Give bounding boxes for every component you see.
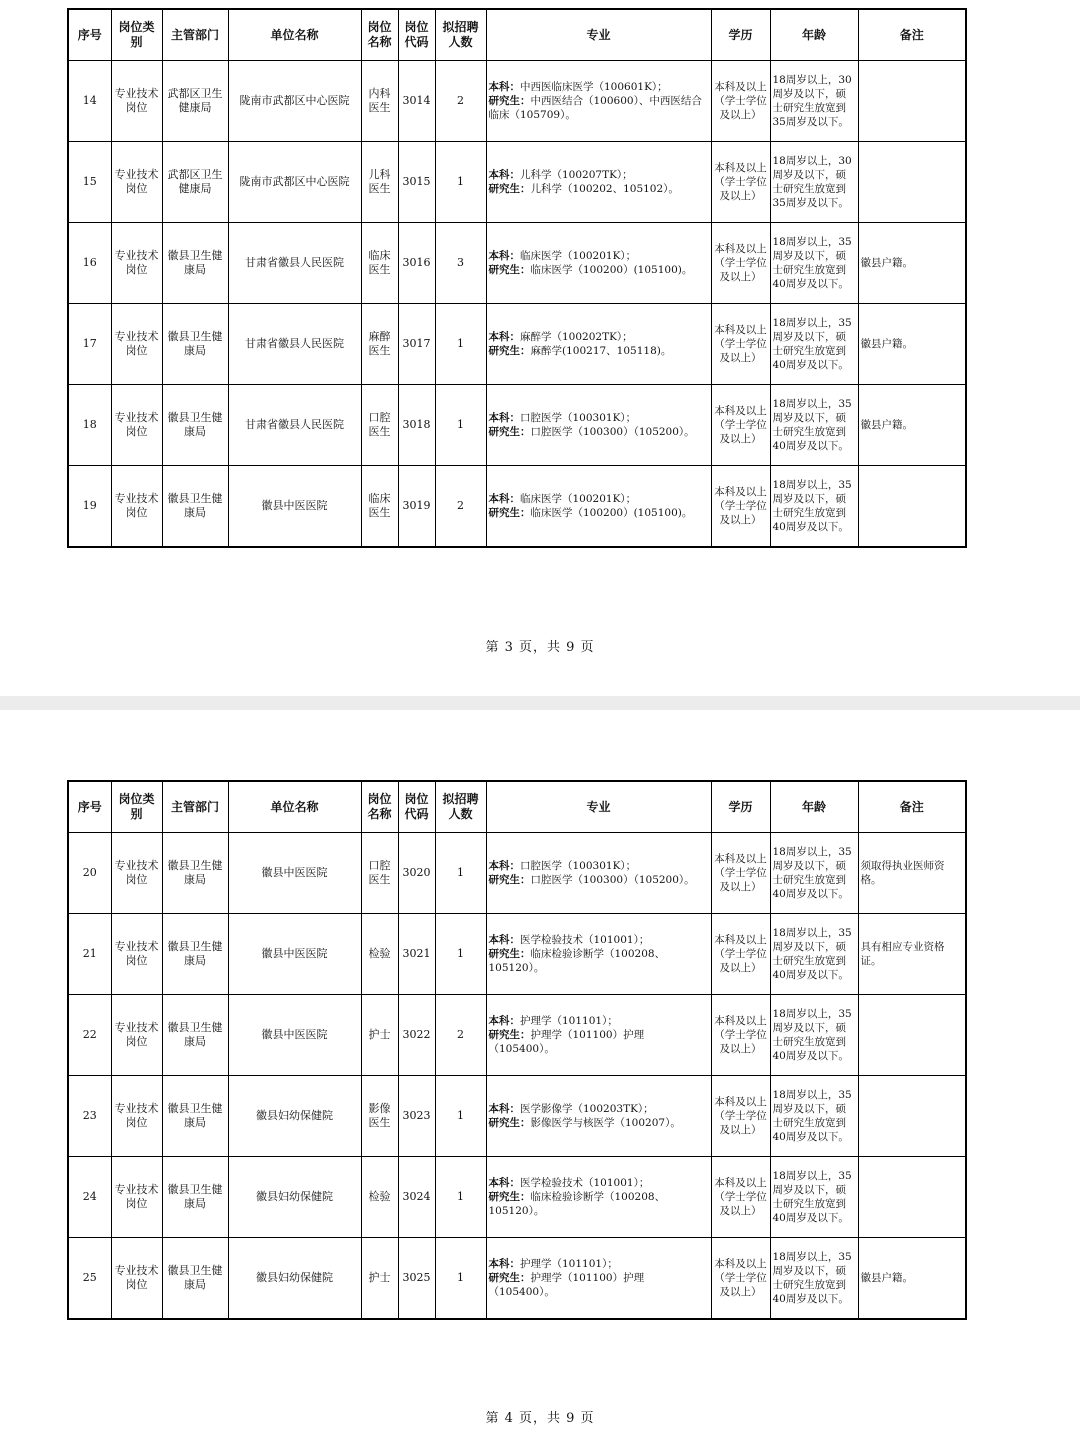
cell-count: 1 (435, 1238, 486, 1320)
cell-unit: 徽县中医医院 (228, 833, 361, 914)
cell-note: 徽县户籍。 (858, 304, 966, 385)
header-note: 备注 (858, 781, 966, 833)
cell-post-name: 检验 (361, 1157, 398, 1238)
cell-category: 专业技术岗位 (111, 223, 162, 304)
cell-seq: 21 (68, 914, 111, 995)
cell-major (486, 61, 711, 142)
header-post-code: 岗位代码 (398, 9, 435, 61)
cell-edu: 本科及以上（学士学位及以上） (711, 833, 770, 914)
cell-count: 1 (435, 304, 486, 385)
cell-count: 1 (435, 385, 486, 466)
cell-count: 2 (435, 466, 486, 548)
cell-major (486, 466, 711, 548)
header-post-name: 岗位名称 (361, 781, 398, 833)
cell-note (858, 142, 966, 223)
cell-post-code: 3025 (398, 1238, 435, 1320)
bachelor-label: 本科： (488, 934, 520, 946)
cell-post-name: 护士 (361, 1238, 398, 1320)
table-body (68, 833, 966, 1320)
header-category: 岗位类别 (111, 9, 162, 61)
cell-major (486, 995, 711, 1076)
cell-edu: 本科及以上（学士学位及以上） (711, 61, 770, 142)
cell-major (486, 1076, 711, 1157)
cell-seq: 18 (68, 385, 111, 466)
cell-dept: 徽县卫生健康局 (162, 1157, 228, 1238)
cell-unit: 陇南市武都区中心医院 (228, 142, 361, 223)
table-row (68, 61, 966, 142)
page-footer: 第 4 页，共 9 页 (485, 1411, 595, 1426)
graduate-label: 研究生： (488, 948, 531, 960)
cell-post-name: 内科医生 (361, 61, 398, 142)
cell-post-code: 3022 (398, 995, 435, 1076)
cell-category: 专业技术岗位 (111, 142, 162, 223)
cell-dept: 徽县卫生健康局 (162, 223, 228, 304)
cell-post-code: 3016 (398, 223, 435, 304)
page-footer: 第 3 页，共 9 页 (485, 640, 595, 655)
graduate-major: 临床检验诊断学（100208、105120）。 (488, 948, 666, 974)
bachelor-major: 护理学（101101）； (520, 1258, 618, 1270)
cell-age: 18周岁以上，35周岁及以下，硕士研究生放宽到40周岁及以下。 (770, 995, 858, 1076)
header-post-code: 岗位代码 (398, 781, 435, 833)
table-row (68, 223, 966, 304)
table-header (68, 9, 966, 61)
cell-major (486, 914, 711, 995)
cell-post-code: 3014 (398, 61, 435, 142)
graduate-label: 研究生： (488, 1191, 531, 1203)
graduate-major: 临床检验诊断学（100208、105120）。 (488, 1191, 666, 1217)
cell-post-name: 临床医生 (361, 223, 398, 304)
cell-note (858, 466, 966, 548)
cell-age: 18周岁以上，35周岁及以下，硕士研究生放宽到40周岁及以下。 (770, 1238, 858, 1320)
header-major: 专业 (486, 9, 711, 61)
bachelor-major: 临床医学（100201K）； (520, 250, 637, 262)
bachelor-major: 护理学（101101）； (520, 1015, 618, 1027)
cell-note (858, 1076, 966, 1157)
cell-post-name: 影像医生 (361, 1076, 398, 1157)
graduate-label: 研究生： (488, 183, 531, 195)
cell-category: 专业技术岗位 (111, 1157, 162, 1238)
document-page-4 (0, 710, 1080, 1441)
cell-unit: 甘肃省徽县人民医院 (228, 304, 361, 385)
table-row (68, 995, 966, 1076)
bachelor-label: 本科： (488, 860, 520, 872)
bachelor-major: 口腔医学（100301K）； (520, 860, 637, 872)
cell-dept: 徽县卫生健康局 (162, 833, 228, 914)
cell-edu: 本科及以上（学士学位及以上） (711, 466, 770, 548)
table-header (68, 781, 966, 833)
bachelor-major: 中西医临床医学（100601K）； (520, 81, 668, 93)
cell-note: 具有相应专业资格证。 (858, 914, 966, 995)
cell-unit: 徽县中医医院 (228, 995, 361, 1076)
graduate-major: 口腔医学（100300）（105200）。 (530, 874, 695, 886)
header-count: 拟招聘人数 (435, 9, 486, 61)
cell-post-code: 3018 (398, 385, 435, 466)
header-seq: 序号 (68, 9, 111, 61)
cell-post-code: 3021 (398, 914, 435, 995)
cell-dept: 徽县卫生健康局 (162, 1238, 228, 1320)
cell-edu: 本科及以上（学士学位及以上） (711, 1076, 770, 1157)
cell-edu: 本科及以上（学士学位及以上） (711, 1238, 770, 1320)
bachelor-label: 本科： (488, 493, 520, 505)
header-unit: 单位名称 (228, 781, 361, 833)
cell-unit: 徽县中医医院 (228, 914, 361, 995)
cell-count: 1 (435, 833, 486, 914)
cell-age: 18周岁以上，30周岁及以下，硕士研究生放宽到35周岁及以下。 (770, 61, 858, 142)
cell-major (486, 385, 711, 466)
bachelor-label: 本科： (488, 81, 520, 93)
table-row (68, 1238, 966, 1320)
cell-edu: 本科及以上（学士学位及以上） (711, 995, 770, 1076)
cell-dept: 徽县卫生健康局 (162, 466, 228, 548)
graduate-label: 研究生： (488, 264, 531, 276)
cell-note (858, 1157, 966, 1238)
cell-edu: 本科及以上（学士学位及以上） (711, 142, 770, 223)
graduate-label: 研究生： (488, 345, 531, 357)
cell-major (486, 304, 711, 385)
bachelor-label: 本科： (488, 1258, 520, 1270)
graduate-major: 临床医学（100200）(105100)。 (530, 264, 693, 276)
cell-unit: 徽县妇幼保健院 (228, 1157, 361, 1238)
bachelor-label: 本科： (488, 250, 520, 262)
cell-dept: 徽县卫生健康局 (162, 1076, 228, 1157)
cell-category: 专业技术岗位 (111, 385, 162, 466)
table-row (68, 142, 966, 223)
graduate-major: 麻醉学(100217、105118)。 (530, 345, 672, 357)
graduate-label: 研究生： (488, 426, 531, 438)
bachelor-major: 临床医学（100201K）； (520, 493, 637, 505)
header-major: 专业 (486, 781, 711, 833)
cell-unit: 陇南市武都区中心医院 (228, 61, 361, 142)
header-seq: 序号 (68, 781, 111, 833)
cell-seq: 15 (68, 142, 111, 223)
cell-count: 1 (435, 1076, 486, 1157)
cell-seq: 17 (68, 304, 111, 385)
cell-age: 18周岁以上，35周岁及以下，硕士研究生放宽到40周岁及以下。 (770, 1076, 858, 1157)
cell-age: 18周岁以上，30周岁及以下，硕士研究生放宽到35周岁及以下。 (770, 142, 858, 223)
bachelor-label: 本科： (488, 1103, 520, 1115)
cell-dept: 徽县卫生健康局 (162, 995, 228, 1076)
cell-edu: 本科及以上（学士学位及以上） (711, 1157, 770, 1238)
cell-category: 专业技术岗位 (111, 466, 162, 548)
cell-category: 专业技术岗位 (111, 1238, 162, 1320)
cell-dept: 徽县卫生健康局 (162, 914, 228, 995)
cell-seq: 14 (68, 61, 111, 142)
cell-age: 18周岁以上，35周岁及以下，硕士研究生放宽到40周岁及以下。 (770, 466, 858, 548)
cell-note (858, 995, 966, 1076)
table-row (68, 833, 966, 914)
bachelor-label: 本科： (488, 1177, 520, 1189)
graduate-major: 口腔医学（100300）（105200）。 (530, 426, 695, 438)
cell-post-name: 临床医生 (361, 466, 398, 548)
cell-category: 专业技术岗位 (111, 304, 162, 385)
cell-count: 2 (435, 995, 486, 1076)
cell-major (486, 1157, 711, 1238)
cell-major (486, 1238, 711, 1320)
graduate-major: 儿科学（100202、105102）。 (530, 183, 679, 195)
bachelor-major: 口腔医学（100301K）； (520, 412, 637, 424)
cell-seq: 20 (68, 833, 111, 914)
table-row (68, 385, 966, 466)
table-row (68, 466, 966, 548)
cell-count: 1 (435, 914, 486, 995)
cell-post-name: 口腔医生 (361, 833, 398, 914)
bachelor-major: 医学检验技术（101001）； (520, 934, 650, 946)
cell-seq: 22 (68, 995, 111, 1076)
header-edu: 学历 (711, 9, 770, 61)
cell-edu: 本科及以上（学士学位及以上） (711, 223, 770, 304)
cell-post-name: 检验 (361, 914, 398, 995)
cell-dept: 武都区卫生健康局 (162, 142, 228, 223)
cell-dept: 徽县卫生健康局 (162, 385, 228, 466)
cell-seq: 25 (68, 1238, 111, 1320)
cell-post-name: 口腔医生 (361, 385, 398, 466)
cell-category: 专业技术岗位 (111, 61, 162, 142)
graduate-label: 研究生： (488, 1029, 531, 1041)
cell-age: 18周岁以上，35周岁及以下，硕士研究生放宽到40周岁及以下。 (770, 914, 858, 995)
cell-edu: 本科及以上（学士学位及以上） (711, 914, 770, 995)
recruitment-table-page-3 (67, 8, 967, 548)
cell-category: 专业技术岗位 (111, 914, 162, 995)
bachelor-label: 本科： (488, 331, 520, 343)
cell-note (858, 61, 966, 142)
cell-post-name: 麻醉医生 (361, 304, 398, 385)
cell-post-code: 3017 (398, 304, 435, 385)
bachelor-label: 本科： (488, 412, 520, 424)
graduate-major: 临床医学（100200）(105100)。 (530, 507, 693, 519)
header-edu: 学历 (711, 781, 770, 833)
table-body (68, 61, 966, 548)
bachelor-major: 麻醉学（100202TK）； (520, 331, 633, 343)
cell-edu: 本科及以上（学士学位及以上） (711, 385, 770, 466)
cell-category: 专业技术岗位 (111, 995, 162, 1076)
header-post-name: 岗位名称 (361, 9, 398, 61)
cell-count: 2 (435, 61, 486, 142)
cell-dept: 武都区卫生健康局 (162, 61, 228, 142)
cell-unit: 徽县中医医院 (228, 466, 361, 548)
cell-seq: 19 (68, 466, 111, 548)
header-note: 备注 (858, 9, 966, 61)
header-dept: 主管部门 (162, 781, 228, 833)
cell-category: 专业技术岗位 (111, 833, 162, 914)
cell-seq: 23 (68, 1076, 111, 1157)
cell-age: 18周岁以上，35周岁及以下，硕士研究生放宽到40周岁及以下。 (770, 304, 858, 385)
cell-age: 18周岁以上，35周岁及以下，硕士研究生放宽到40周岁及以下。 (770, 385, 858, 466)
cell-post-name: 护士 (361, 995, 398, 1076)
cell-note: 徽县户籍。 (858, 385, 966, 466)
graduate-major: 中西医结合（100600）、中西医结合临床（105709）。 (488, 95, 702, 121)
table-row (68, 1157, 966, 1238)
cell-category: 专业技术岗位 (111, 1076, 162, 1157)
cell-post-code: 3019 (398, 466, 435, 548)
header-dept: 主管部门 (162, 9, 228, 61)
cell-note: 须取得执业医师资格。 (858, 833, 966, 914)
cell-unit: 甘肃省徽县人民医院 (228, 223, 361, 304)
recruitment-table-page-4 (67, 780, 967, 1320)
cell-major (486, 223, 711, 304)
page-separator (0, 696, 1080, 710)
cell-unit: 徽县妇幼保健院 (228, 1238, 361, 1320)
graduate-major: 护理学（101100）护理（105400）。 (488, 1272, 645, 1298)
header-category: 岗位类别 (111, 781, 162, 833)
graduate-major: 护理学（101100）护理（105400）。 (488, 1029, 645, 1055)
graduate-label: 研究生： (488, 874, 531, 886)
header-count: 拟招聘人数 (435, 781, 486, 833)
table-row (68, 1076, 966, 1157)
bachelor-label: 本科： (488, 169, 520, 181)
bachelor-major: 医学检验技术（101001）； (520, 1177, 650, 1189)
bachelor-major: 儿科学（100207TK）； (520, 169, 633, 181)
header-unit: 单位名称 (228, 9, 361, 61)
cell-age: 18周岁以上，35周岁及以下，硕士研究生放宽到40周岁及以下。 (770, 223, 858, 304)
document-page-3 (0, 0, 1080, 696)
graduate-label: 研究生： (488, 1117, 531, 1129)
bachelor-major: 医学影像学（100203TK）； (520, 1103, 654, 1115)
cell-edu: 本科及以上（学士学位及以上） (711, 304, 770, 385)
header-age: 年龄 (770, 781, 858, 833)
cell-dept: 徽县卫生健康局 (162, 304, 228, 385)
cell-post-code: 3023 (398, 1076, 435, 1157)
table-row (68, 304, 966, 385)
cell-age: 18周岁以上，35周岁及以下，硕士研究生放宽到40周岁及以下。 (770, 833, 858, 914)
cell-count: 1 (435, 142, 486, 223)
graduate-label: 研究生： (488, 507, 531, 519)
cell-post-code: 3015 (398, 142, 435, 223)
header-age: 年龄 (770, 9, 858, 61)
cell-note: 徽县户籍。 (858, 1238, 966, 1320)
graduate-label: 研究生： (488, 95, 531, 107)
cell-post-code: 3024 (398, 1157, 435, 1238)
cell-seq: 24 (68, 1157, 111, 1238)
graduate-major: 影像医学与核医学（100207）。 (530, 1117, 681, 1129)
cell-unit: 甘肃省徽县人民医院 (228, 385, 361, 466)
bachelor-label: 本科： (488, 1015, 520, 1027)
table-row (68, 914, 966, 995)
cell-major (486, 142, 711, 223)
cell-count: 3 (435, 223, 486, 304)
cell-age: 18周岁以上，35周岁及以下，硕士研究生放宽到40周岁及以下。 (770, 1157, 858, 1238)
cell-unit: 徽县妇幼保健院 (228, 1076, 361, 1157)
graduate-label: 研究生： (488, 1272, 531, 1284)
cell-post-code: 3020 (398, 833, 435, 914)
cell-count: 1 (435, 1157, 486, 1238)
cell-post-name: 儿科医生 (361, 142, 398, 223)
cell-note: 徽县户籍。 (858, 223, 966, 304)
cell-major (486, 833, 711, 914)
cell-seq: 16 (68, 223, 111, 304)
